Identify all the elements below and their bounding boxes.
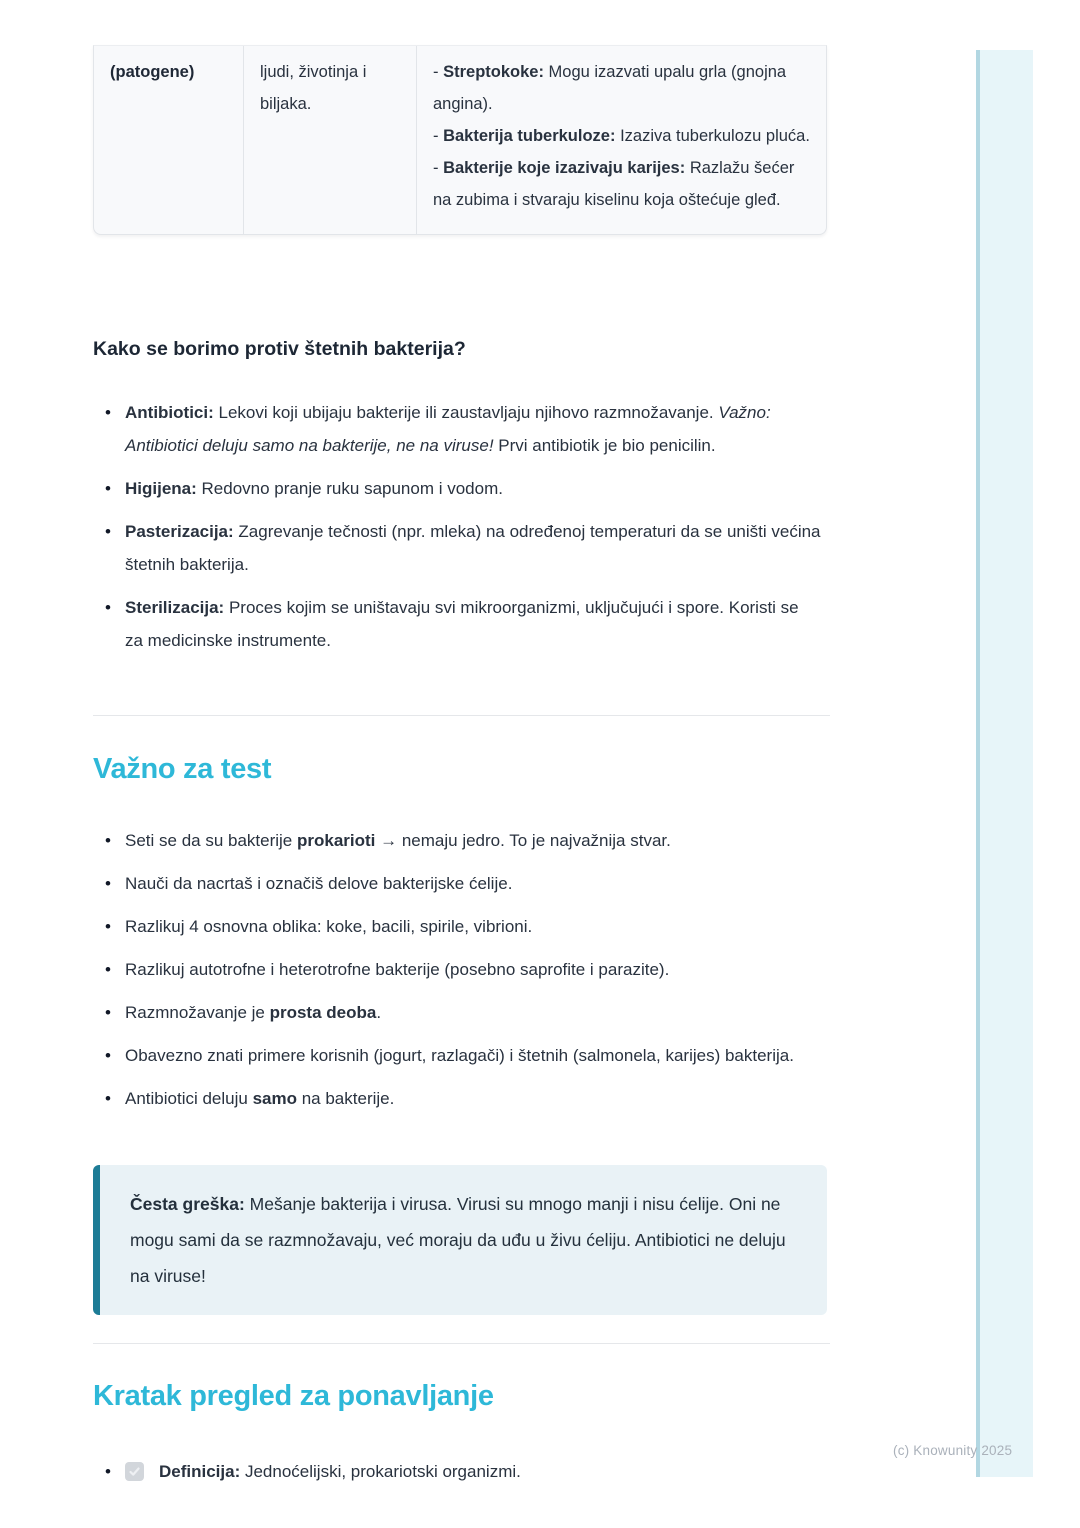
section-heading: Kratak pregled za ponavljanje bbox=[93, 1380, 494, 1412]
section-fighting-bacteria bbox=[93, 336, 827, 667]
list-item: • Razlikuj autotrofne i heterotrofne bakterije (posebno saprofite i parazite). bbox=[125, 953, 827, 986]
bullet-list bbox=[93, 824, 827, 1115]
list-item: • Sterilizacija: Proces kojim se uništavaju svi mikroorganizmi, uključujući i spore. Koristi se za medicinske instrumente. bbox=[125, 591, 827, 657]
list-item: • Higijena: Redovno pranje ruku sapunom i vodom. bbox=[125, 472, 827, 505]
list-item: • Obavezno znati primere korisnih (jogurt, razlagači) i štetnih (salmonela, karijes) bakterija. bbox=[125, 1039, 827, 1072]
table-cell-line: - Bakterije koje izazivaju karijes: Razlažu šećer na zubima i stvaraju kiselinu koja oštećuje gleđ. bbox=[433, 159, 795, 209]
checklist bbox=[93, 1455, 827, 1488]
list-item: • Seti se da su bakterije prokarioti → nemaju jedro. To je najvažnija stvar. bbox=[125, 824, 827, 857]
callout-text: Česta greška: Mešanje bakterija i virusa. Virusi su mnogo manji i nisu ćelije. Oni ne mogu sami da se razmnožavaju, već moraju da uđu u živu ćeliju. Antibiotici ne deluju na viruse! bbox=[130, 1194, 786, 1286]
bullet-list bbox=[93, 396, 827, 657]
table-cell-text: (patogene) bbox=[110, 63, 195, 81]
list-item: • Pasterizacija: Zagrevanje tečnosti (npr. mleka) na određenoj temperaturi da se uništi većina štetnih bakterija. bbox=[125, 515, 827, 581]
section-divider bbox=[93, 715, 830, 716]
table-cell-line: - Streptokoke: Mogu izazvati upalu grla (gnojna angina). bbox=[433, 63, 787, 113]
bacteria-table bbox=[93, 45, 827, 235]
table-cell-text: ljudi, životinja i biljaka. bbox=[260, 63, 367, 113]
list-item: • Razlikuj 4 osnovna oblika: koke, bacili, spirile, vibrioni. bbox=[125, 910, 827, 943]
callout-common-mistake bbox=[93, 1165, 827, 1315]
checklist-item-text: • Definicija: Jednoćelijski, prokariotski organizmi. bbox=[159, 1462, 521, 1481]
section-quick-review bbox=[93, 1377, 827, 1488]
list-item: • Antibiotici: Lekovi koji ubijaju bakterije ili zaustavljaju njihovo razmnožavanje. Važno: Antibiotici deluju samo na bakterije, ne na viruse! Prvi antibiotik je bio penicilin. bbox=[125, 396, 827, 462]
list-item: • Razmnožavanje je prosta deoba. bbox=[125, 996, 827, 1029]
checkbox-checked-icon[interactable] bbox=[125, 1462, 144, 1481]
table-cell-examples bbox=[416, 46, 826, 234]
section-important-for-test bbox=[93, 750, 827, 1125]
table-cell-line: - Bakterija tuberkuloze: Izaziva tuberkulozu pluća. bbox=[433, 127, 810, 145]
section-divider bbox=[93, 1343, 830, 1344]
copyright-note: (c) Knowunity 2025 bbox=[893, 1443, 1013, 1458]
table-cell-hosts bbox=[243, 46, 416, 234]
list-item: • Nauči da nacrtaš i označiš delove bakterijske ćelije. bbox=[125, 867, 827, 900]
checklist-item bbox=[125, 1455, 827, 1488]
table-cell-type bbox=[94, 46, 243, 234]
page-edge-stripe bbox=[976, 50, 1033, 1477]
list-item: • Antibiotici deluju samo na bakterije. bbox=[125, 1082, 827, 1115]
section-heading: Važno za test bbox=[93, 753, 272, 785]
section-heading: Kako se borimo protiv štetnih bakterija? bbox=[93, 338, 466, 360]
